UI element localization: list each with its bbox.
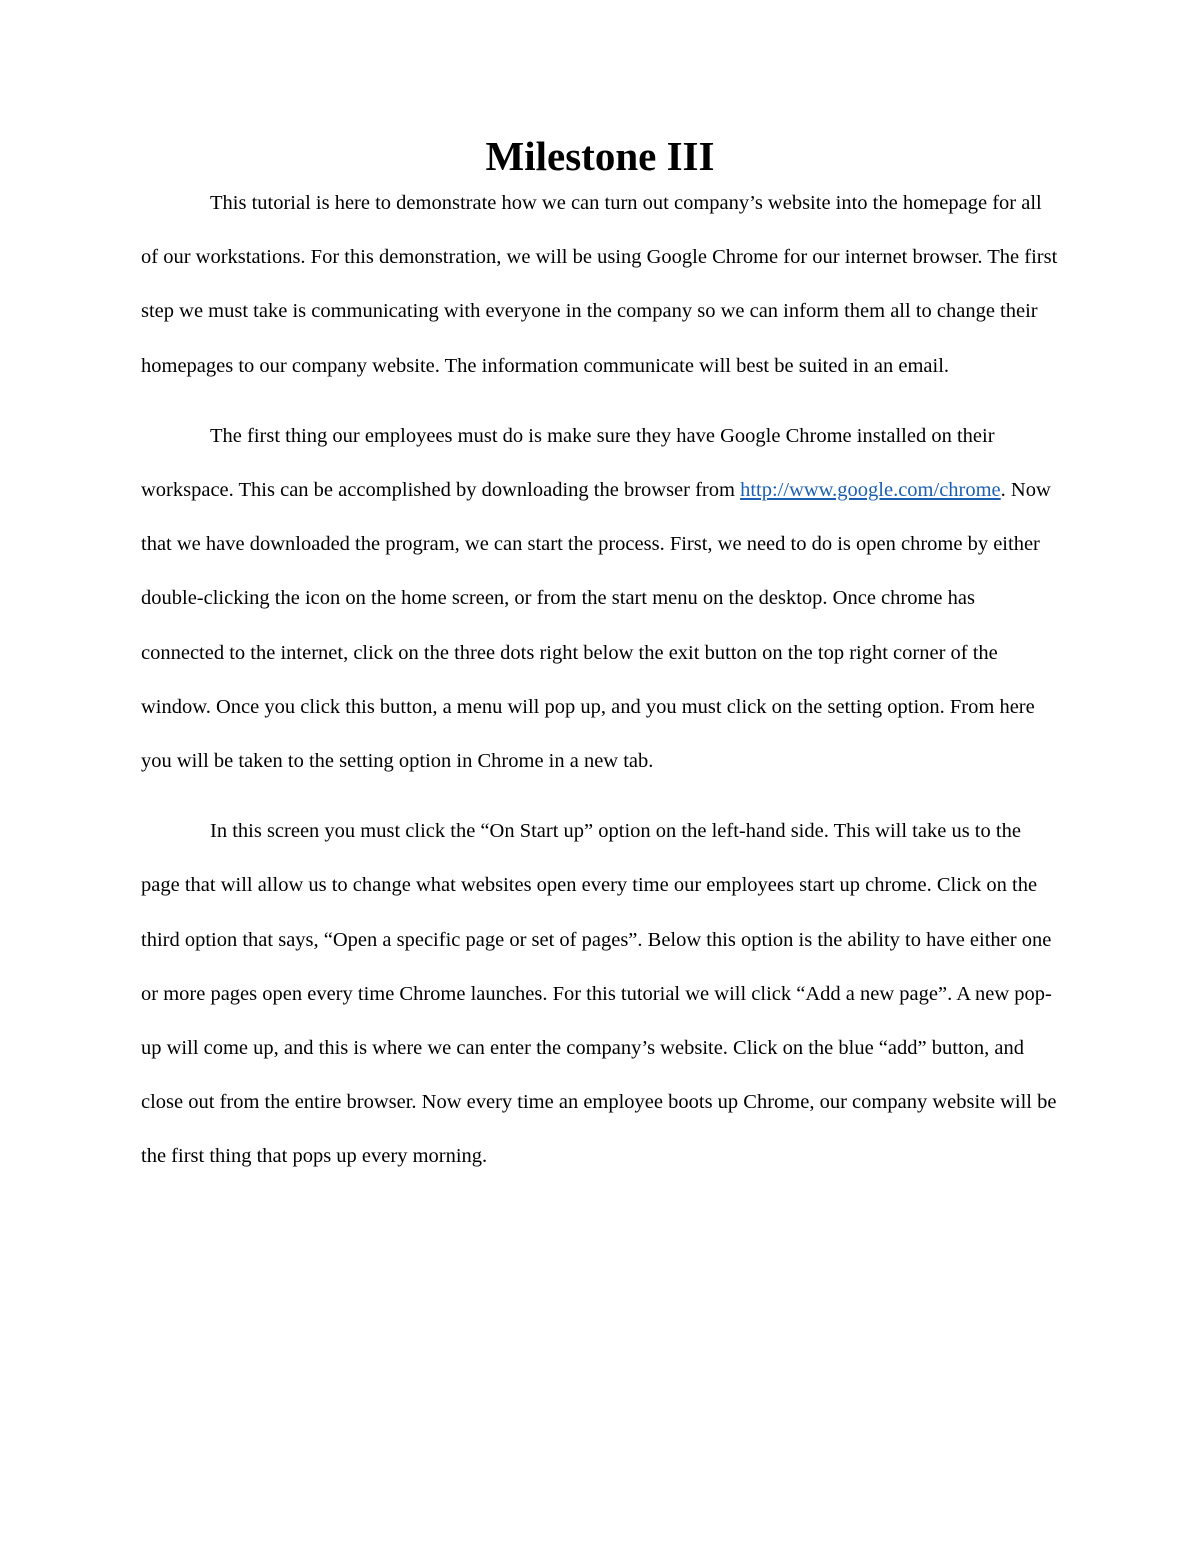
paragraph-intro: This tutorial is here to demonstrate how we can turn out company’s website into the homepage for all of our workstations. For this demonstration, we will be using Google Chrome for our internet browser. The first step we must take is communicating with everyone in the company so we can inform them all to change their homepages to our company website. The information communicate will best be suited in an email.	[141, 192, 1058, 377]
paragraph-startup-settings: In this screen you must click the “On Start up” option on the left-hand side. This will take us to the page that will allow us to change what websites open every time our employees start up chrome. Click on the third option that says, “Open a specific page or set of pages”. Below this option is the ability to have either one or more pages open every time Chrome launches. For this tutorial we will click “Add a new page”. A new pop-up will come up, and this is where we can enter the company’s website. Click on the blue “add” button, and close out from the entire browser. Now every time an employee boots up Chrome, our company website will be the first thing that pops up every morning.	[141, 820, 1057, 1168]
paragraph-install-steps	[141, 409, 1059, 788]
document-title: Milestone III	[485, 133, 715, 179]
document-body	[141, 133, 1059, 1184]
paragraph-install-text-after-link: . Now that we have downloaded the program, we can start the process. First, we need to do is open chrome by either double-clicking the icon on the home screen, or from the start menu on the desktop. Once chrome has connected to the internet, click on the three dots right below the exit button on the top right corner of the window. Once you click this button, a menu will pop up, and you must click on the setting option. From here you will be taken to the setting option in Chrome in a new tab.	[141, 479, 1051, 773]
paragraph-install-text-before-link: The first thing our employees must do is make sure they have Google Chrome installed on their workspace. This can be accomplished by downloading the browser from	[141, 424, 995, 502]
chrome-download-link[interactable]: http://www.google.com/chrome	[740, 479, 1001, 502]
